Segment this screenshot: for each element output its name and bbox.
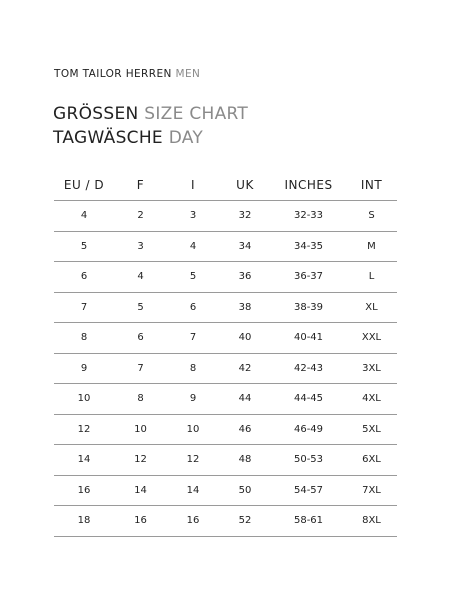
- table-row: [54, 445, 397, 476]
- page-subtitle: [53, 128, 203, 148]
- table-cell: 6: [167, 292, 219, 323]
- table-cell: 5: [54, 231, 114, 262]
- table-cell: 8: [167, 353, 219, 384]
- column-header: UK: [219, 170, 271, 201]
- column-header: EU / D: [54, 170, 114, 201]
- table-cell: 2: [114, 201, 167, 232]
- table-cell: 32-33: [271, 201, 346, 232]
- column-header: INT: [346, 170, 397, 201]
- table-row: [54, 231, 397, 262]
- table-cell: 36-37: [271, 262, 346, 293]
- table-cell: 42: [219, 353, 271, 384]
- table-cell: XL: [346, 292, 397, 323]
- table-cell: 8XL: [346, 506, 397, 537]
- table-cell: 4XL: [346, 384, 397, 415]
- table-row: [54, 414, 397, 445]
- table-cell: 44: [219, 384, 271, 415]
- table-cell: 42-43: [271, 353, 346, 384]
- table-cell: 10: [54, 384, 114, 415]
- table-cell: 16: [167, 506, 219, 537]
- table-cell: 7: [54, 292, 114, 323]
- column-header: I: [167, 170, 219, 201]
- table-cell: 6: [54, 262, 114, 293]
- table-cell: 12: [54, 414, 114, 445]
- table-cell: 54-57: [271, 475, 346, 506]
- table-cell: 4: [54, 201, 114, 232]
- table-cell: 50-53: [271, 445, 346, 476]
- table-cell: 12: [167, 445, 219, 476]
- table-cell: L: [346, 262, 397, 293]
- table-cell: M: [346, 231, 397, 262]
- table-cell: 3: [114, 231, 167, 262]
- table-cell: 38: [219, 292, 271, 323]
- table-cell: 46-49: [271, 414, 346, 445]
- table-row: [54, 475, 397, 506]
- table-cell: 6: [114, 323, 167, 354]
- table-row: [54, 353, 397, 384]
- table-cell: 44-45: [271, 384, 346, 415]
- table-cell: 7XL: [346, 475, 397, 506]
- brand-name: TOM TAILOR HERREN: [54, 68, 172, 80]
- table-cell: 36: [219, 262, 271, 293]
- table-cell: 4: [114, 262, 167, 293]
- column-header: INCHES: [271, 170, 346, 201]
- table-row: [54, 384, 397, 415]
- table-cell: 52: [219, 506, 271, 537]
- table-cell: 5: [167, 262, 219, 293]
- table-cell: 40-41: [271, 323, 346, 354]
- table-cell: 38-39: [271, 292, 346, 323]
- title-sub-1: SIZE CHART: [144, 104, 249, 124]
- table-cell: 50: [219, 475, 271, 506]
- table-cell: 46: [219, 414, 271, 445]
- table-cell: 3: [167, 201, 219, 232]
- table-cell: 9: [54, 353, 114, 384]
- table-cell: 16: [114, 506, 167, 537]
- table-cell: 9: [167, 384, 219, 415]
- table-cell: 5: [114, 292, 167, 323]
- table-cell: 7: [167, 323, 219, 354]
- table-cell: 40: [219, 323, 271, 354]
- table-cell: 8: [114, 384, 167, 415]
- table-cell: 32: [219, 201, 271, 232]
- table-cell: 34-35: [271, 231, 346, 262]
- table-row: [54, 506, 397, 537]
- table-cell: 6XL: [346, 445, 397, 476]
- table-cell: XXL: [346, 323, 397, 354]
- table-cell: 14: [167, 475, 219, 506]
- table-cell: 7: [114, 353, 167, 384]
- table-cell: 5XL: [346, 414, 397, 445]
- size-chart-table: [54, 170, 397, 537]
- brand-line: [54, 68, 200, 80]
- table-cell: 18: [54, 506, 114, 537]
- table-cell: 8: [54, 323, 114, 354]
- table-cell: 3XL: [346, 353, 397, 384]
- table-cell: 34: [219, 231, 271, 262]
- table-cell: 58-61: [271, 506, 346, 537]
- table-cell: 48: [219, 445, 271, 476]
- table-cell: 16: [54, 475, 114, 506]
- table-row: [54, 201, 397, 232]
- table-cell: 4: [167, 231, 219, 262]
- table-cell: 10: [114, 414, 167, 445]
- title-sub-2: DAY: [168, 128, 204, 148]
- title-main-1: GRÖSSEN: [53, 104, 139, 124]
- table-cell: 12: [114, 445, 167, 476]
- table-cell: S: [346, 201, 397, 232]
- page-title: [53, 104, 248, 124]
- table-cell: 14: [54, 445, 114, 476]
- column-header: F: [114, 170, 167, 201]
- table-cell: 10: [167, 414, 219, 445]
- title-main-2: TAGWÄSCHE: [53, 128, 163, 148]
- brand-sub: MEN: [175, 68, 201, 80]
- table-row: [54, 262, 397, 293]
- table-header-row: [54, 170, 397, 201]
- table-row: [54, 323, 397, 354]
- table-row: [54, 292, 397, 323]
- table-cell: 14: [114, 475, 167, 506]
